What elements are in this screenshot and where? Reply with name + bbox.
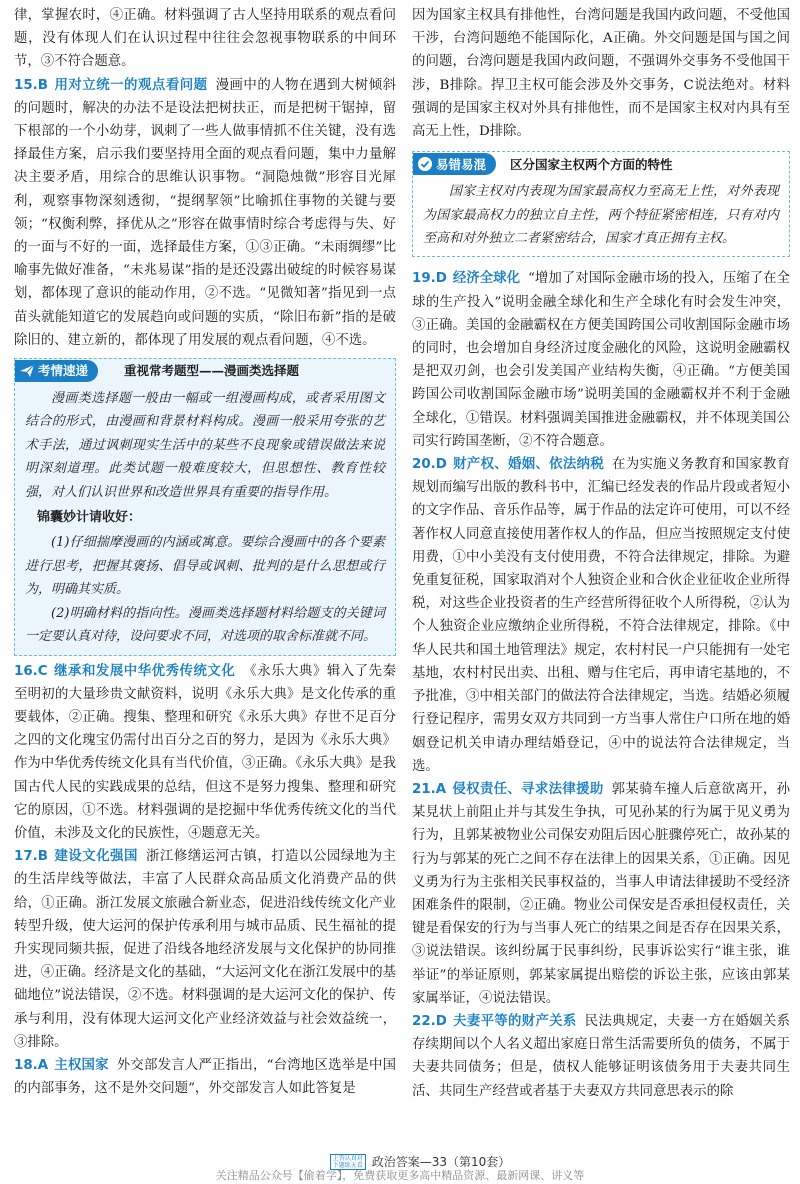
answer-19-number: 19.D — [412, 271, 447, 287]
answer-22-topic: 夫妻平等的财产关系 — [452, 1013, 577, 1029]
answer-15-text: 漫画中的人物在遇到大树倾斜的问题时，解决的办法不是设法把树扶正，而是把树干锯掉，留下根部的一个小幼芽，讽刺了一些人做事情抓不住关键，没有选择最佳方案，启示我们要坚持用全面的观点看问题，集中力量解决主要矛盾，用综合的思维认识事物。“洞隐烛微”形容目光犀利，观察事物深刻透彻，“提纲挈领”比喻抓住事物的关键与要领；“权衡利弊，择优从之”形容在做事情时综合考虑得与失、好的一面与不好的一面，选择最佳方案，①③正确。“未雨绸缪”比喻事先做好准备，“未兆易谋”指的是还没露出破绽的时候容易谋划，都体现了意识的能动作用，②不选。“见微知著”指见到一点苗头就能知道它的发展趋向或问题的实质，“除旧布新”指的是破除旧的、建立新的，都体现了用发展的观点看问题，④不选。 — [14, 77, 396, 348]
page-footer — [0, 1152, 800, 1184]
answer-16-text: 《永乐大典》辑入了先秦至明初的大量珍贵文献资料，说明《永乐大典》是文化传承的重要载体，②正确。搜集、整理和研究《永乐大典》存世不足百分之四的文化瑰宝仍需付出百分之百的努力，是因为《永乐大典》作为中华优秀传统文化具有当代价值，③正确。《永乐大典》是我国古代人民的实践成果的总结，但这不是努力搜集、整理和研究它的原因，①不选。材料强调的是挖掘中华优秀传统文化的当代价值，未涉及文化的民族性，④题意无关。 — [14, 663, 397, 841]
answer-22-number: 22.D — [412, 1013, 447, 1029]
exam-tip-subtitle: 锦囊妙计请收好： — [37, 510, 142, 526]
answer-15-topic: 用对立统一的观点看问题 — [53, 77, 208, 93]
mistake-header — [413, 152, 789, 176]
answer-20 — [412, 453, 790, 778]
answer-21-topic: 侵权责任、寻求法律援助 — [452, 781, 604, 797]
answer-16-number: 16.C — [14, 663, 48, 679]
left-column — [14, 4, 396, 1100]
exam-tip-paragraph-1: 漫画类选择题一般由一幅或一组漫画构成，或者采用图文结合的形式，由漫画和背景材料构成。漫画一般采用夸张的艺术手法，通过讽刺现实生活中的某些不良现象或错误做法来说明深刻道理。此类试题一般难度较大，但思想性、教育性较强，对人们认识世界和改造世界具有重要的指导作用。 — [25, 391, 385, 500]
answer-20-number: 20.D — [412, 457, 447, 473]
exam-tip-header — [15, 359, 395, 383]
answer-18-topic: 主权国家 — [54, 1057, 109, 1073]
paper-plane-icon — [19, 363, 35, 379]
answer-17-topic: 建设文化强国 — [53, 849, 138, 865]
answer-21-text: 郭某骑车撞人后意欲离开，孙某見状上前阻止并与其发生争执，可见孙某的行为属于见义勇为行为，且郭某被物业公司保安劝阻后因心脏骤停死亡，故孙某的行为与郭某的死亡之间不存在法律上的因果关系，①正确。因见义勇为行为主张相关民事权益的，当事人申请法律援助不受经济困难条件的限制，②正确。物业公司保安是否承担侵权责任，关键是看保安的行为与当事人死亡的结果之间是否存在因果关系，③说法错误。该纠纷属于民事纠纷，民事诉讼实行“谁主张，谁举证”的举证原则，郭某家属提出赔偿的诉讼主张，应该由郭某家属举证，④说法错误。 — [412, 781, 790, 1006]
logo-line-top: 上答认真对 — [332, 1155, 363, 1162]
page-number-area — [320, 1154, 520, 1170]
right-column — [412, 4, 790, 1103]
exam-tip-title: 重视常考题型——漫画类选择题 — [124, 363, 300, 379]
mistake-tag-label: 易错易混 — [436, 156, 487, 172]
answer-17-number: 17.B — [14, 849, 48, 865]
answer-16-topic: 继承和发展中华优秀传统文化 — [53, 663, 236, 679]
answer-17 — [14, 845, 396, 1054]
mistake-tag — [413, 153, 496, 175]
answer-16 — [14, 660, 396, 846]
exam-tip-paragraph-3: (2)明确材料的指向性。漫画类选择题材料给题支的关键词一定要认真对待，设问要求不同，对选项的取舍标准就不同。 — [25, 605, 385, 645]
exam-tip-tag-label: 考情速递 — [38, 363, 89, 379]
exam-tip-paragraph-2: (1)仔细揣摩漫画的内涵或寓意。要综合漫画中的各个要素进行思考，把握其褒扬、倡导或讽刺、批判的是什么思想或行为，明确其实质。 — [25, 535, 385, 598]
answer-15 — [14, 74, 396, 352]
left-continuation-paragraph: 律，掌握农时，④正确。材料强调了古人坚持用联系的观点看问题，没有体现人们在认识过程中往往会忽视事物联系的中间环节，③不符合题意。 — [14, 8, 396, 70]
answer-22-text: 民法典规定，夫妻一方在婚姻关系存续期间以个人名义超出家庭日常生活需要所负的债务，不属于夫妻共同债务；但是，债权人能够证明该债务用于夫妻共同生活、共同生产经营或者基于夫妻双方共同意思表示的除 — [412, 1013, 791, 1099]
answer-17-text: 浙江修缮运河古镇，打造以公园绿地为主的生活岸线等做法，丰富了人民群众高品质文化消费产品的供给，①正确。浙江发展文旅融合新业态，促进沿线传统文化产业转型升级，使大运河的保护传承利用与城市品质、民生福祉的提升实现同频共振，促进了沿线各地经济发展与文化保护的协同推进，④正确。经济是文化的基础，“大运河文化在浙江发展中的基础地位”说法错误，②不选。材料强调的是大运河文化的保护、传承与利用，没有体现大运河文化产业经济效益与社会效益统一，③排除。 — [14, 849, 397, 1050]
answer-15-number: 15.B — [14, 77, 48, 93]
exam-tip-box — [14, 358, 396, 655]
mistake-title: 区分国家主权两个方面的特性 — [510, 156, 673, 172]
publisher-logo — [330, 1154, 366, 1170]
logo-line-bottom: 下题练天看 — [332, 1162, 363, 1169]
answer-19-topic: 经济全球化 — [452, 271, 521, 287]
mistake-body — [413, 180, 789, 250]
answer-18-number: 18.A — [14, 1057, 49, 1073]
check-circle-icon — [417, 156, 433, 172]
exam-tip-body — [15, 387, 395, 648]
footer-note: 关注精品公众号【偷着学】，免费获取更多高中精品资源、最新网课、讲义等 — [215, 1169, 585, 1182]
answer-18-text: 外交部发言人严正指出，“台湾地区选举是中国的内部事务，这不是外交问题”，外交部发言人如此答复是 — [14, 1057, 396, 1097]
answer-22 — [412, 1010, 790, 1103]
answer-20-text: 在为实施义务教育和国家教育规划而编写出版的教科书中，汇编已经发表的作品片段或者短小的文字作品、音乐作品等，属于作品的法定许可使用，可以不经著作权人同意直接使用著作权人的作品，但应当按照规定支付使用费，①中小美没有支付使用费，不符合法律规定，排除。为避免重复征税，国家取消对个人独资企业和合伙企业征收企业所得税，对这些企业投资者的生产经营所得征收个人所得税，②认为个人独资企业应缴纳企业所得税，不符合法律规定，排除。《中华人民共和国土地管理法》规定，农村村民一户只能拥有一处宅基地，农村村民出卖、出租、赠与住宅后，再申请宅基地的，不予批准，③中相关部门的做法符合法律规定，当选。结婚必须履行登记程序，需男女双方共同到一方当事人常住户口所在地的婚姻登记机关申请办理结婚登记，④中的说法符合法律规定，当选。 — [412, 457, 790, 774]
mistake-paragraph: 国家主权对内表现为国家最高权力至高无上性，对外表现为国家最高权力的独立自主性，两个特征紧密相连，只有对内至高和对外独立二者紧密结合，国家才真正拥有主权。 — [423, 184, 779, 247]
answer-19-text: “增加了对国际金融市场的投入，压缩了在全球的生产投入”说明金融全球化和生产全球化有时会发生冲突，③正确。美国的金融霸权在方便美国跨国公司收割国际金融市场的同时，也会增加自身经济过度金融化的风险，这说明金融霸权是把双刃剑，也会引发美国产业结构失衡，④正确。“方便美国跨国公司收割国际金融市场”说明美国的金融霸权并不利于金融全球化，①错误。材料强调美国推进金融霸权，并不体现美国公司实行跨国垄断，②不符合题意。 — [412, 271, 790, 449]
answer-21 — [412, 778, 790, 1010]
answer-19 — [412, 267, 790, 453]
right-continuation-paragraph: 因为国家主权具有排他性，台湾问题是我国内政问题，不受他国干涉，台湾问题绝不能国际化，A正确。外交问题是国与国之间的问题，台湾问题是我国内政问题，不强调外交事务不受他国干涉，B排除。捍卫主权可能会涉及外交事务，C说法绝对。材料强调的是国家主权对外具有排他性，而不是国家主权对内具有至高无上性，D排除。 — [412, 8, 790, 140]
exam-tip-tag — [15, 360, 98, 382]
page-number: 政治答案—33（第10套） — [371, 1155, 511, 1169]
answer-20-topic: 财产权、婚姻、依法纳税 — [452, 457, 605, 473]
mistake-box — [412, 151, 790, 257]
answer-21-number: 21.A — [412, 781, 447, 797]
answer-18 — [14, 1054, 396, 1100]
